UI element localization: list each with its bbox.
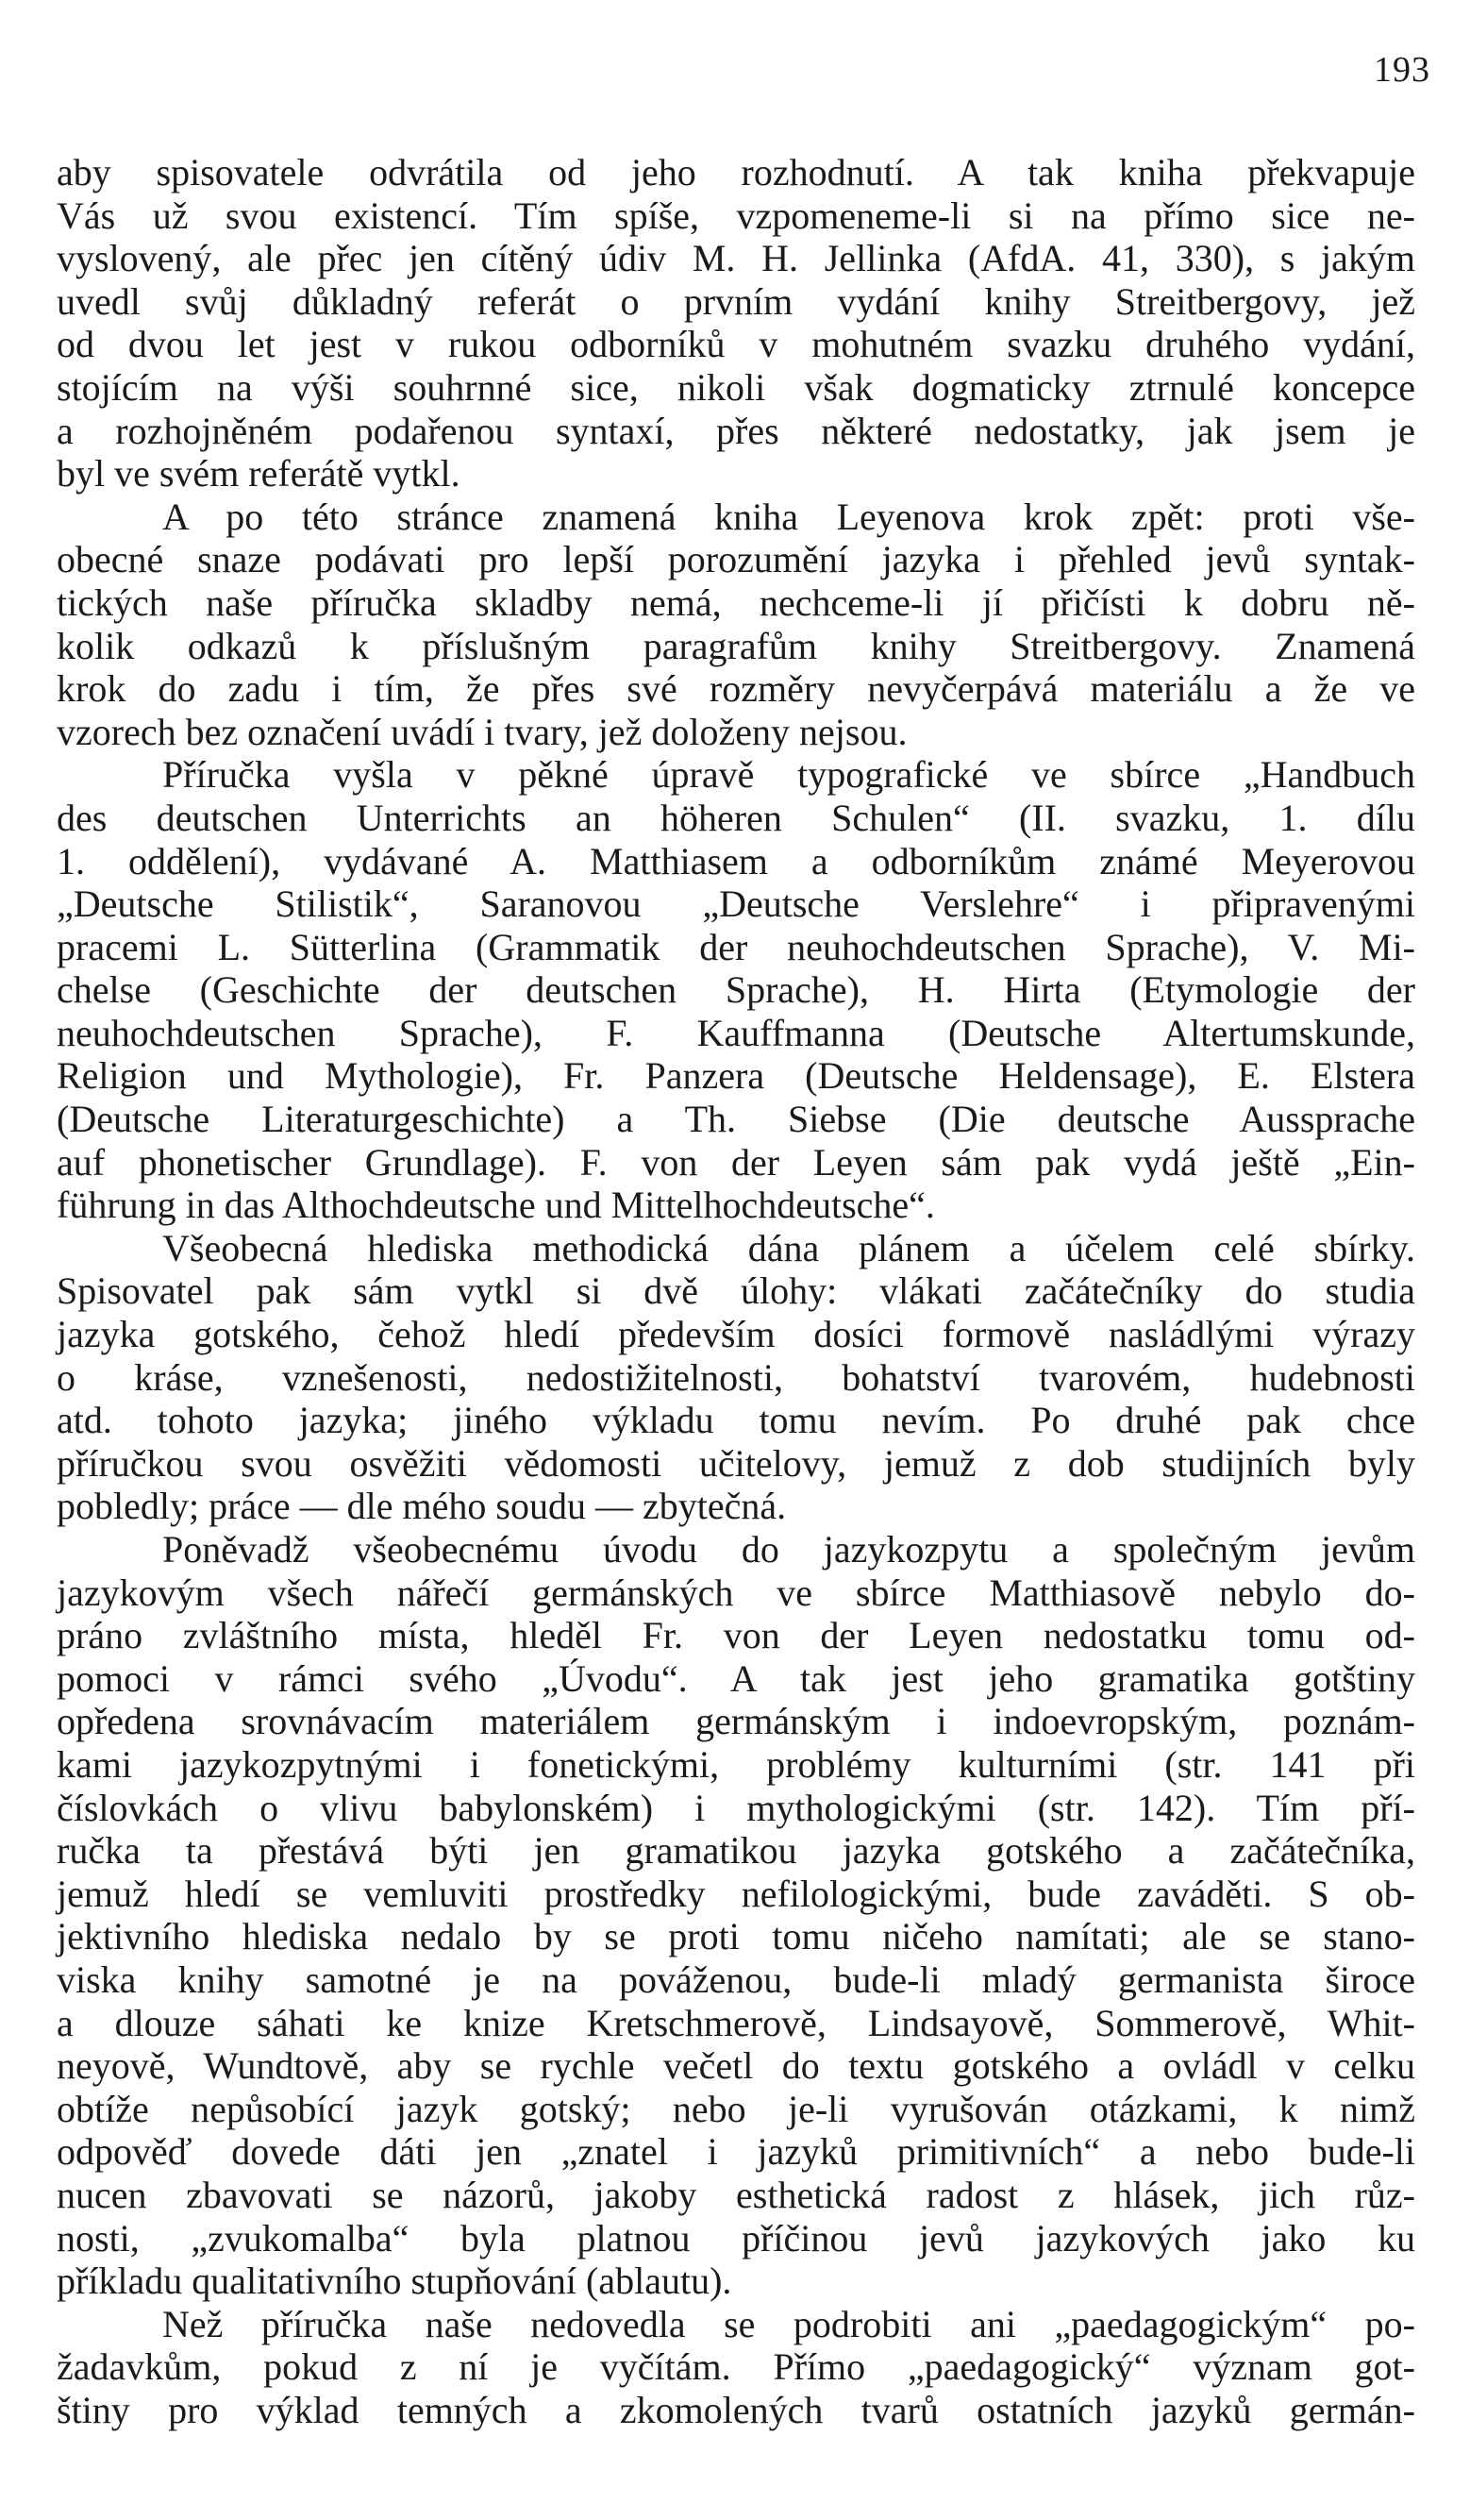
text-line: odpověď dovede dáti jen „znatel i jazyků primitivních“ a nebo bude-li [57, 2130, 1415, 2174]
paragraph [57, 2303, 1415, 2432]
text-line: aby spisovatele odvrátila od jeho rozhodnutí. A tak kniha překvapuje [57, 151, 1415, 193]
text-line: führung in das Althochdeutsche und Mittelhochdeutsche“. [57, 1184, 935, 1227]
paragraph [57, 753, 1415, 1227]
text-line: od dvou let jest v rukou odborníků v mohutném svazku druhého vydání, [57, 323, 1415, 366]
text-line: o kráse, vznešenosti, nedostižitelnosti, bohatství tvarovém, hudebnosti [57, 1355, 1415, 1399]
text-line: kolik odkazů k příslušným paragrafům knihy Streitbergovy. Znamená [57, 624, 1415, 667]
text-line: Vás už svou existencí. Tím spíše, vzpomeneme-li si na přímo sice ne- [57, 193, 1415, 237]
body-text [57, 151, 1415, 2431]
text-line: a dlouze sáhati ke knize Kretschmerově, Lindsayově, Sommerově, Whit- [57, 2001, 1415, 2044]
text-line: jazykovým všech nářečí germánských ve sbírce Matthiasově nebylo do- [57, 1571, 1415, 1614]
text-line: opředena srovnávacím materiálem germánským i indoevropským, poznám- [57, 1700, 1415, 1743]
text-line: krok do zadu i tím, že přes své rozměry nevyčerpává materiálu a že ve [57, 667, 1415, 711]
text-line: A po této stránce znamená kniha Leyenova krok zpět: proti vše- [162, 495, 1415, 538]
text-line: ručka ta přestává býti jen gramatikou jazyka gotského a začátečníka, [57, 1829, 1415, 1873]
text-line: pracemi L. Sütterlina (Grammatik der neuhochdeutschen Sprache), V. Mi- [57, 925, 1415, 968]
text-line: stojícím na výši souhrnné sice, nikoli však dogmaticky ztrnulé koncepce [57, 365, 1415, 409]
page-number: 193 [1374, 50, 1430, 90]
text-line: Příručka vyšla v pěkné úpravě typografické ve sbírce „Handbuch [162, 753, 1415, 797]
text-line: práno zvláštního místa, hleděl Fr. von der Leyen nedostatku tomu od- [57, 1614, 1415, 1657]
text-line: a rozhojněném podařenou syntaxí, přes některé nedostatky, jak jsem je [57, 409, 1415, 452]
text-line: příkladu qualitativního stupňování (ablautu). [57, 2260, 732, 2303]
text-line: vyslovený, ale přec jen cítěný údiv M. H. Jellinka (AfdA. 41, 330), s jakým [57, 237, 1415, 280]
text-line: uvedl svůj důkladný referát o prvním vydání knihy Streitbergovy, jež [57, 279, 1415, 323]
text-line: nosti, „zvukomalba“ byla platnou příčinou jevů jazykových jako ku [57, 2216, 1415, 2260]
text-line: jektivního hlediska nedalo by se proti tomu ničeho namítati; ale se stano- [57, 1915, 1415, 1958]
text-line: viska knihy samotné je na pováženou, bude-li mladý germanista široce [57, 1957, 1415, 2001]
text-line: číslovkách o vlivu babylonském) i mythologickými (str. 142). Tím pří- [57, 1786, 1415, 1829]
text-line: tických naše příručka skladby nemá, nechceme-li jí přičísti k dobru ně- [57, 580, 1415, 624]
text-line: auf phonetischer Grundlage). F. von der Leyen sám pak vydá ještě „Ein- [57, 1140, 1415, 1184]
text-line: kami jazykozpytnými i fonetickými, problémy kulturními (str. 141 při [57, 1742, 1415, 1786]
text-line: Religion und Mythologie), Fr. Panzera (Deutsche Heldensage), E. Elstera [57, 1054, 1415, 1098]
text-line: příručkou svou osvěžiti vědomosti učitelovy, jemuž z dob studijních byly [57, 1441, 1415, 1485]
text-line: štiny pro výklad temných a zkomolených tvarů ostatních jazyků germán- [57, 2388, 1415, 2431]
text-line: nucen zbavovati se názorů, jakoby esthetická radost z hlásek, jich růz- [57, 2173, 1415, 2216]
text-line: (Deutsche Literaturgeschichte) a Th. Siebse (Die deutsche Aussprache [57, 1098, 1415, 1141]
text-line: obtíže nepůsobící jazyk gotský; nebo je-li vyrušován otázkami, k nimž [57, 2087, 1415, 2130]
paragraph [57, 151, 1415, 496]
text-line: pobledly; práce — dle mého soudu — zbytečná. [57, 1485, 787, 1528]
text-line: jemuž hledí se vemluviti prostředky nefilologickými, bude zaváděti. S ob- [57, 1872, 1415, 1915]
text-line: žadavkům, pokud z ní je vyčítám. Přímo „paedagogický“ význam got- [57, 2345, 1415, 2389]
text-line: Poněvadž všeobecnému úvodu do jazykozpytu a společným jevům [162, 1528, 1415, 1571]
text-line: „Deutsche Stilistik“, Saranovou „Deutsche Verslehre“ i připravenými [57, 882, 1415, 926]
text-line: Všeobecná hlediska methodická dána plánem a účelem celé sbírky. [162, 1226, 1415, 1269]
text-line: chelse (Geschichte der deutschen Sprache), H. Hirta (Etymologie der [57, 968, 1415, 1012]
text-line: neyově, Wundtově, aby se rychle večetl do textu gotského a ovládl v celku [57, 2044, 1415, 2088]
text-line: vzorech bez označení uvádí i tvary, jež doloženy nejsou. [57, 710, 908, 753]
text-line: des deutschen Unterrichts an höheren Schulen“ (II. svazku, 1. dílu [57, 796, 1415, 839]
paragraph [57, 1528, 1415, 2303]
text-line: obecné snaze podávati pro lepší porozumění jazyka i přehled jevů syntak- [57, 538, 1415, 581]
text-line: pomoci v rámci svého „Úvodu“. A tak jest jeho gramatika gotštiny [57, 1656, 1415, 1700]
text-line: 1. oddělení), vydávané A. Matthiasem a odborníkům známé Meyerovou [57, 839, 1415, 882]
text-line: byl ve svém referátě vytkl. [57, 452, 460, 496]
text-line: neuhochdeutschen Sprache), F. Kauffmanna (Deutsche Altertumskunde, [57, 1011, 1415, 1054]
paragraph [57, 496, 1415, 754]
text-line: Než příručka naše nedovedla se podrobiti ani „paedagogickým“ po- [162, 2302, 1415, 2345]
text-line: jazyka gotského, čehož hledí především dosíci formově nasládlými výrazy [57, 1313, 1415, 1356]
text-line: atd. tohoto jazyka; jiného výkladu tomu nevím. Po druhé pak chce [57, 1399, 1415, 1442]
paragraph [57, 1227, 1415, 1528]
text-line: Spisovatel pak sám vytkl si dvě úlohy: vlákati začátečníky do studia [57, 1269, 1415, 1313]
